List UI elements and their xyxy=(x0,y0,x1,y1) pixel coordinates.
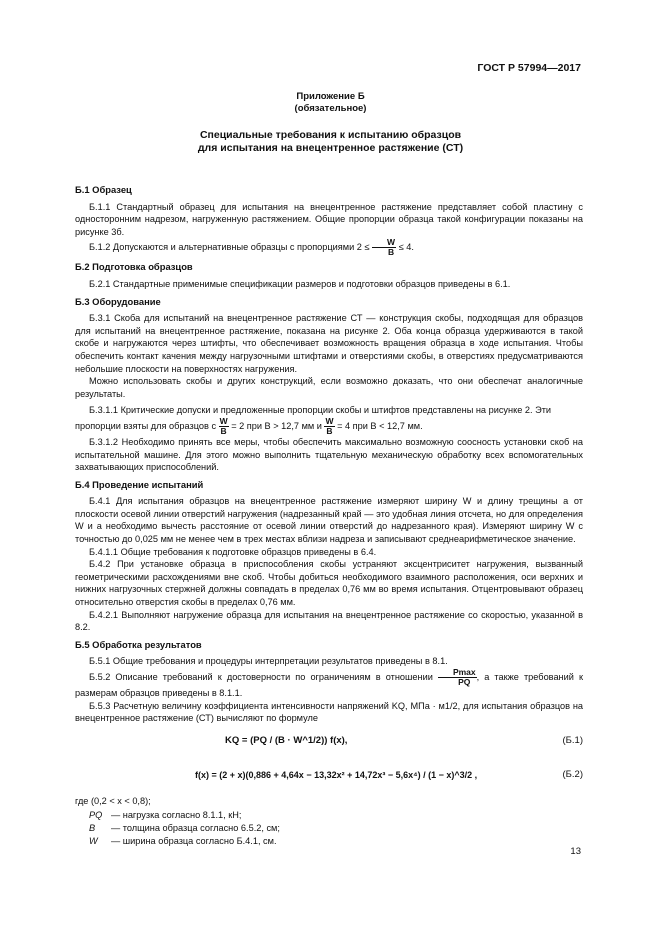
fraction-numerator: Pmax xyxy=(438,668,477,678)
fraction-numerator: W xyxy=(372,238,396,248)
formula-expression: KQ = (PQ / (B · W^1/2)) f(x), xyxy=(225,734,348,746)
heading-b2: Б.2 Подготовка образцов xyxy=(75,261,193,273)
fraction-denominator: B xyxy=(387,247,395,258)
fraction-pmax-over-pq xyxy=(438,668,477,687)
fraction-numerator: W xyxy=(325,415,334,426)
paragraph-b3-4: Б.3.1.2 Необходимо принять все меры, чтобы обеспечить максимально возможную соосность установки скоб на испытательной машине. Для этого можно выполнить тщательную механическую обработку всех вспомогательных захватывающих приспособлений. xyxy=(75,436,583,473)
paragraph-b3-3-line2 xyxy=(75,417,583,436)
fraction-w-over-b xyxy=(324,417,334,436)
paragraph-b5-1: Б.5.1 Общие требования и процедуры интерпретации результатов приведены в 8.1. xyxy=(89,656,448,667)
paragraph-b5-2 xyxy=(75,668,583,700)
paragraph-b1-2 xyxy=(75,238,583,257)
definition-text: — ширина образца согласно Б.4.1, см. xyxy=(111,835,277,846)
paragraph-b5-3: Б.5.3 Расчетную величину коэффициента интенсивности напряжений KQ, МПа · м1/2, для испытания образцов на внецентренное растяжение (СТ) вычисляют по формуле xyxy=(75,700,583,724)
text-fragment: Б.1.2 Допускаются и альтернативные образцы с пропорциями 2 ≤ xyxy=(89,242,370,253)
paragraph-b3-2: Можно использовать скобы и других конструкций, если возможно доказать, что они обеспечат аналогичные результаты. xyxy=(75,376,583,399)
formula-number: (Б.2) xyxy=(562,768,583,780)
text-fragment: , а также требований к размерам образцов приведены в 8.1.1. xyxy=(75,671,583,698)
appendix-title: Приложение Б xyxy=(296,91,365,102)
definition-item xyxy=(75,822,583,835)
document-body xyxy=(75,184,583,847)
formula-number: (Б.1) xyxy=(562,734,583,746)
standard-designation: ГОСТ Р 57994—2017 xyxy=(477,62,581,74)
definitions-list xyxy=(75,809,583,847)
formula-b1 xyxy=(75,725,583,759)
formula-where: где (0,2 < x < 0,8); xyxy=(75,795,151,806)
paragraph-b4-1: Б.4.1 Для испытания образцов на внецентренное растяжение измеряют ширину W и длину трещины a от плоскости осевой линии отверстий нагружения (надрезанный край — это удобная линия отсчета, но для определения W и a необходимо вычесть расстояние от осевой линии отверстий до надрезанного края). Измеряют ширину W с точностью до 0,025 мм не менее чем в трех местах вблизи надреза и записывают среднеарифметическое значение. xyxy=(75,496,583,545)
paragraph-b3-3-line1: Б.3.1.1 Критические допуски и предложенные пропорции скобы и штифтов представлены на рисунке 2. Эти xyxy=(89,405,552,416)
text-fragment: = 2 при B > 12,7 мм и xyxy=(231,420,322,431)
fraction-denominator: B xyxy=(326,425,333,436)
fraction-w-over-b xyxy=(372,238,396,257)
paragraph-b4-2-1: Б.4.2.1 Выполняют нагружение образца для испытания на внецентренное растяжение со скоростью, указанной в 8.2. xyxy=(75,609,583,633)
heading-b4: Б.4 Проведение испытаний xyxy=(75,478,204,490)
definition-item xyxy=(75,809,583,822)
paragraph-b4-1-1: Б.4.1.1 Общие требования к подготовке образцов приведены в 6.4. xyxy=(89,546,377,557)
definition-text: — толщина образца согласно 6.5.2, см; xyxy=(111,822,280,833)
fraction-denominator: PQ xyxy=(458,677,471,687)
fraction-numerator: W xyxy=(219,415,228,426)
formula-b2 xyxy=(75,759,583,795)
fraction-w-over-b xyxy=(219,417,229,436)
section-title-line1: Специальные требования к испытанию образцов xyxy=(199,129,462,141)
text-fragment: = 4 при B < 12,7 мм. xyxy=(337,420,423,431)
text-fragment: пропорции взяты для образцов с xyxy=(75,420,217,431)
heading-b5: Б.5 Обработка результатов xyxy=(75,638,202,650)
definition-symbol: PQ xyxy=(89,810,103,821)
paragraph-b1-1: Б.1.1 Стандартный образец для испытания на внецентренное растяжение представляет собой пластину с односторонним надрезом, нагруженную растяжением. Общие пропорции образца такой конфигурации показаны на рисунке 3б. xyxy=(75,201,583,237)
fraction-denominator: B xyxy=(220,425,227,436)
section-title-line2: для испытания на внецентренное растяжение (СТ) xyxy=(197,142,464,154)
definition-symbol: B xyxy=(89,822,96,833)
appendix-subtitle: (обязательное) xyxy=(294,103,367,114)
definition-item xyxy=(75,835,583,848)
paragraph-b4-2: Б.4.2 При установке образца в приспособления скобы устраняют эксцентриситет нагружения, вызванный геометрическими расхождениями вне скоб. Чтобы добиться необходимого взаимного расположения, оси верхних и нижних нагрузочных стержней должны совпадать в пределах 0,76 мм во время испытания. Отцентровывают образец относительно отверстия скобы в пределах 0,76 мм. xyxy=(75,559,583,608)
text-fragment: Б.5.2 Описание требований к достоверности по ограничениям в отношении xyxy=(89,671,433,682)
definition-symbol: W xyxy=(89,835,98,846)
definition-text: — нагрузка согласно 8.1.1, кН; xyxy=(111,810,242,821)
text-fragment: ≤ 4. xyxy=(398,242,414,253)
paragraph-b2-1: Б.2.1 Стандартные применимые спецификации размеров и подготовки образцов приведены в 6.1. xyxy=(89,278,511,289)
heading-b1: Б.1 Образец xyxy=(75,184,132,195)
formula-expression: f(x) = (2 + x)(0,886 + 4,64x − 13,32x² + 14,72x³ − 5,6x⁴) / (1 − x)^3/2 , xyxy=(195,769,478,780)
paragraph-b3-1: Б.3.1 Скоба для испытаний на внецентренное растяжение СТ — конструкция скобы, подходящая для образцов для испытаний на внецентренное растяжение, показана на рисунке 2. Оба конца образца удерживаются в такой скобе и нагружаются через штифты, что обеспечивает возможность вращения образца в ходе испытания. Чтобы обеспечить контакт качения между нагрузочными штифтами и отверстиями скобы, в отверстиях предусматриваются небольшие плоскости на поверхностях нагружения. xyxy=(75,313,583,374)
heading-b3: Б.3 Оборудование xyxy=(75,295,161,307)
page-number: 13 xyxy=(570,846,581,857)
